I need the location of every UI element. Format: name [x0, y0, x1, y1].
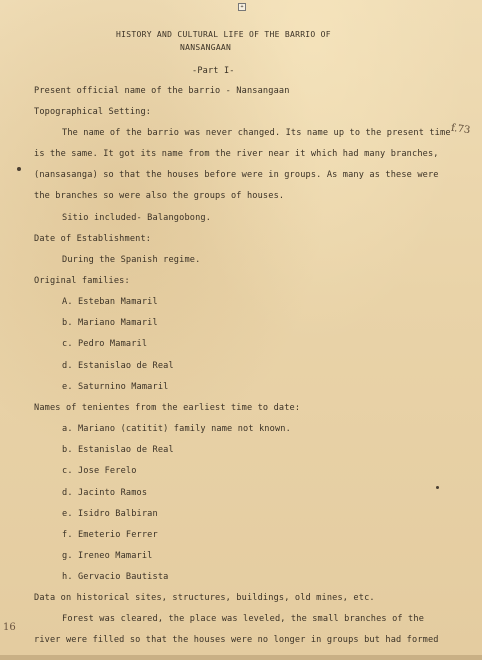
present-name: Present official name of the barrio - Nansangaan	[34, 86, 290, 96]
title-line-1: HISTORY AND CULTURAL LIFE OF THE BARRIO OF	[116, 30, 331, 39]
topo-heading: Topographical Setting:	[34, 107, 152, 117]
ink-dot	[436, 486, 439, 489]
left-margin-note: 16	[3, 622, 16, 633]
forest-paragraph-line-1: Forest was cleared, the place was leveled, the small branches of the	[62, 614, 425, 624]
family-item: d. Estanislao de Real	[62, 361, 174, 371]
teniente-item: d. Jacinto Ramos	[62, 488, 148, 498]
margin-handwritten-note: f.73	[450, 122, 471, 137]
sitio-line: Sitio included- Balangobong.	[62, 213, 212, 223]
page-bottom-strip	[0, 655, 482, 660]
families-heading: Original families:	[34, 276, 130, 286]
teniente-item: e. Isidro Balbiran	[62, 509, 158, 519]
teniente-item: h. Gervacio Bautista	[62, 572, 169, 582]
topo-paragraph-line-3: (nansasanga) so that the houses before were in groups. As many as these were	[34, 170, 439, 180]
establishment-value: During the Spanish regime.	[62, 255, 201, 265]
title-line-2: NANSANGAAN	[180, 43, 232, 52]
topo-paragraph-line-2: is the same. It got its name from the river near it which had many branches,	[34, 149, 439, 159]
hole-punch-dot	[17, 167, 21, 171]
topo-paragraph-line-1: The name of the barrio was never changed. Its name up to the present time	[62, 128, 451, 138]
family-item: c. Pedro Mamaril	[62, 339, 148, 349]
teniente-item: a. Mariano (catitit) family name not known.	[62, 424, 291, 434]
tenientes-heading: Names of tenientes from the earliest time to date:	[34, 403, 301, 413]
teniente-item: c. Jose Ferelo	[62, 466, 137, 476]
part-heading: -Part I-	[192, 66, 235, 76]
historical-sites-line: Data on historical sites, structures, buildings, old mines, etc.	[34, 593, 375, 603]
teniente-item: g. Ireneo Mamaril	[62, 551, 153, 561]
family-item: A. Esteban Mamaril	[62, 297, 158, 307]
topo-paragraph-line-4: the branches so were also the groups of houses.	[34, 191, 285, 201]
establishment-heading: Date of Establishment:	[34, 234, 152, 244]
teniente-item: f. Emeterio Ferrer	[62, 530, 158, 540]
page-top-marker: +	[238, 3, 246, 11]
teniente-item: b. Estanislao de Real	[62, 445, 174, 455]
forest-paragraph-line-2: river were filled so that the houses were no longer in groups but had formed	[34, 635, 439, 645]
family-item: e. Saturnino Mamaril	[62, 382, 169, 392]
family-item: b. Mariano Mamaril	[62, 318, 158, 328]
